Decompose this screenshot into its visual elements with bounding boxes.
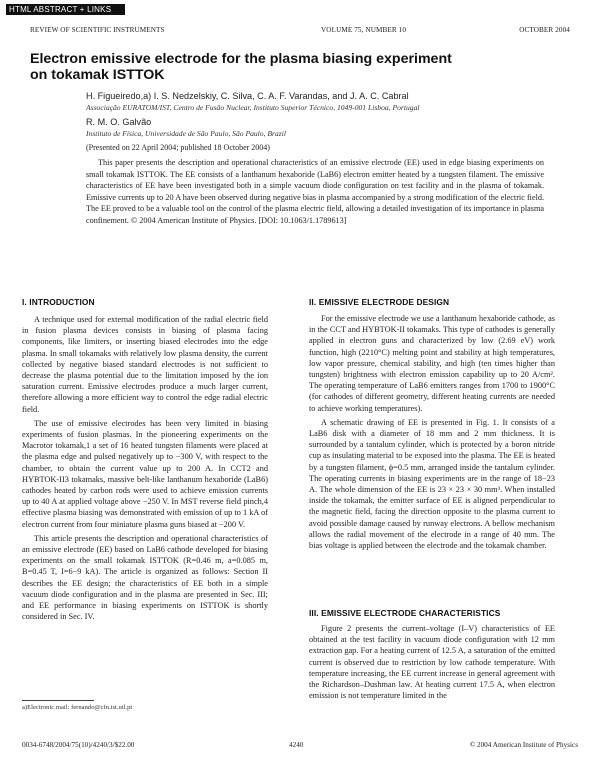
title-line-1: Electron emissive electrode for the plasma biasing experiment (30, 51, 452, 67)
presentation-dates: (Presented on 22 April 2004; published 18 October 2004) (86, 143, 270, 152)
left-column (22, 314, 268, 625)
volume-number: VOLUME 75, NUMBER 10 (321, 26, 407, 34)
intro-paragraph-2: The use of emissive electrodes has been very limited in biasing experiments of fusion plasmas. In the pioneering experiments on the Macrotor tokamak,1 a set of 16 heated tungsten filaments were placed at the plasma edge and pulsed negatively up to −300 V, with respect to the chamber, to obtain the current value up to 200 A. In CCT2 and HYBTOK-II3 tokamaks, massive belt-like lanthanum hexaboride (LaB6) cathodes heated by carbon rods were used to achieve emission currents up to 40 A at applied voltage above −250 V. In MST reverse field pinch,4 effective plasma biasing was demonstrated with emission of up to 1 kA of electron current from four miniature plasma guns biased at −200 V. (22, 418, 268, 529)
footer-issn: 0034-6748/2004/75(10)/4240/3/$22.00 (22, 741, 135, 749)
section-heading-design: II. EMISSIVE ELECTRODE DESIGN (309, 297, 450, 307)
footer-copyright: © 2004 American Institute of Physics (469, 741, 578, 749)
design-paragraph-1: For the emissive electrode we use a lanthanum hexaboride cathode, as in the CCT and HYBTOK-II tokamaks. This type of cathodes is generally applied in electron guns and characterized by low (2.69 eV) work function, high (2210°C) melting point and stability at high temperatures, low vapor pressure, chemical stability, and high (ten times higher than tungsten) brightness with electron emission capability up to 20 A/cm². The operating temperature of LaB6 emitters ranges from 1700 to 1900°C (for cathodes of different geometry, different heating currents are needed to achieve working temperatures). (309, 314, 555, 413)
footnote-rule (22, 700, 94, 701)
abstract-text: This paper presents the description and operational characteristics of an emissive electrode (EE) used in edge biasing experiments on small tokamak ISTTOK. The EE consists of a lanthanum hexaboride (LaB6) electron emitter heated by a tungsten filament. The emissive characteristics of EE have been investigated both in a simple vacuum diode configuration on test facility and in the plasma of tokamak. Emissive currents up to 20 A have been observed during negative bias in plasma accompanied by a strong modification of the electric field. The EE proved to be a valuable tool on the control of the plasma electric field, allowing a detailed investigation of its importance in plasma confinement. © 2004 American Institute of Physics. [DOI: 10.1063/1.1789613] (86, 158, 544, 225)
intro-paragraph-1: A technique used for external modification of the radial electric field in fusion plasma devices consists in biasing of plasma facing components, like limiters, or inserting biased electrodes into the edge plasma. In small tokamaks with relatively low plasma density, the current collected by negative biased standard electrodes is not sufficient to decrease the plasma potential due to the limitation imposed by the ion saturation current. Emissive electrodes produce a much larger current, therefore allowing a more efficient way to control the edge radial electric field. (22, 315, 268, 414)
right-column (309, 313, 555, 554)
paper-title (30, 51, 550, 83)
right-column-lower (309, 623, 555, 704)
html-abstract-links-banner[interactable]: HTML ABSTRACT + LINKS (6, 4, 125, 15)
design-paragraph-2: A schematic drawing of EE is presented in Fig. 1. It consists of a LaB6 disk with a diameter of 18 mm and 2 mm thickness. It is surrounded by a tantalum cylinder, which is protected by a boron nitride cup as insulating material to be exposed into the plasma. The EE is heated by a tungsten filament, ϕ=0.5 mm, arranged inside the tantalum cylinder. The operating currents in biasing experiments are in the range of 18−23 A. The whole dimension of the EE is 23 × 23 × 30 mm³. When installed inside the tokamak, the emitter surface of EE is aligned perpendicular to the magnetic field, facing the direction opposite to the plasma current to avoid possible damage caused by runway electrons. A bellow mechanism allows the radial movement of the electrode in a range of 40 mm. The bias voltage is applied between the electrode and the tokamak chamber. (309, 417, 555, 551)
section-heading-introduction: I. INTRODUCTION (22, 297, 95, 307)
page-number: 4240 (289, 741, 304, 749)
title-line-2: on tokamak ISTTOK (30, 67, 165, 83)
footnote-email: a)Electronic mail: fernando@cfn.ist.utl.pt (22, 704, 133, 711)
abstract (86, 157, 544, 227)
author-list-1: H. Figueiredo,a) I. S. Nedzelskiy, C. Silva, C. A. F. Varandas, and J. A. C. Cabral (86, 91, 409, 101)
affiliation-1: Associação EURATOM/IST, Centro de Fusão Nuclear, Instituto Superior Técnico, 1049-001 Lisboa, Portugal (86, 103, 420, 112)
affiliation-2: Instituto de Física, Universidade de São Paulo, São Paulo, Brazil (86, 129, 286, 138)
journal-name: REVIEW OF SCIENTIFIC INSTRUMENTS (30, 26, 165, 34)
section-heading-characteristics: III. EMISSIVE ELECTRODE CHARACTERISTICS (309, 608, 501, 618)
author-list-2: R. M. O. Galvão (86, 117, 152, 127)
issue-date: OCTOBER 2004 (519, 26, 570, 34)
characteristics-paragraph-1: Figure 2 presents the current–voltage (I–V) characteristics of EE obtained at the test facility in vacuum diode configuration with 12 mm extraction gap. For a heating current of 12.5 A, a saturation of the emitted current is observed due to restriction by low cathode temperature. With temperature increasing, the EE current increase in general agreement with the Richardson–Dushman law. At heating current 17.5 A, when electron emission is not temperature limited in the (309, 624, 555, 701)
intro-paragraph-3: This article presents the description and operational characteristics of an emissive electrode (EE) based on LaB6 cathode developed for biasing experiments on the small tokamak ISTTOK (R=0.46 m, a=0.085 m, B=0.45 T, I=6−9 kA). The article is organized as follows: Section II describes the EE design; the characteristics of EE both in a simple vacuum diode configuration and in the plasma are presented in Sec. III; and EE performance in biasing experiments on ISTTOK is shortly considered in Sec. IV. (22, 533, 268, 622)
